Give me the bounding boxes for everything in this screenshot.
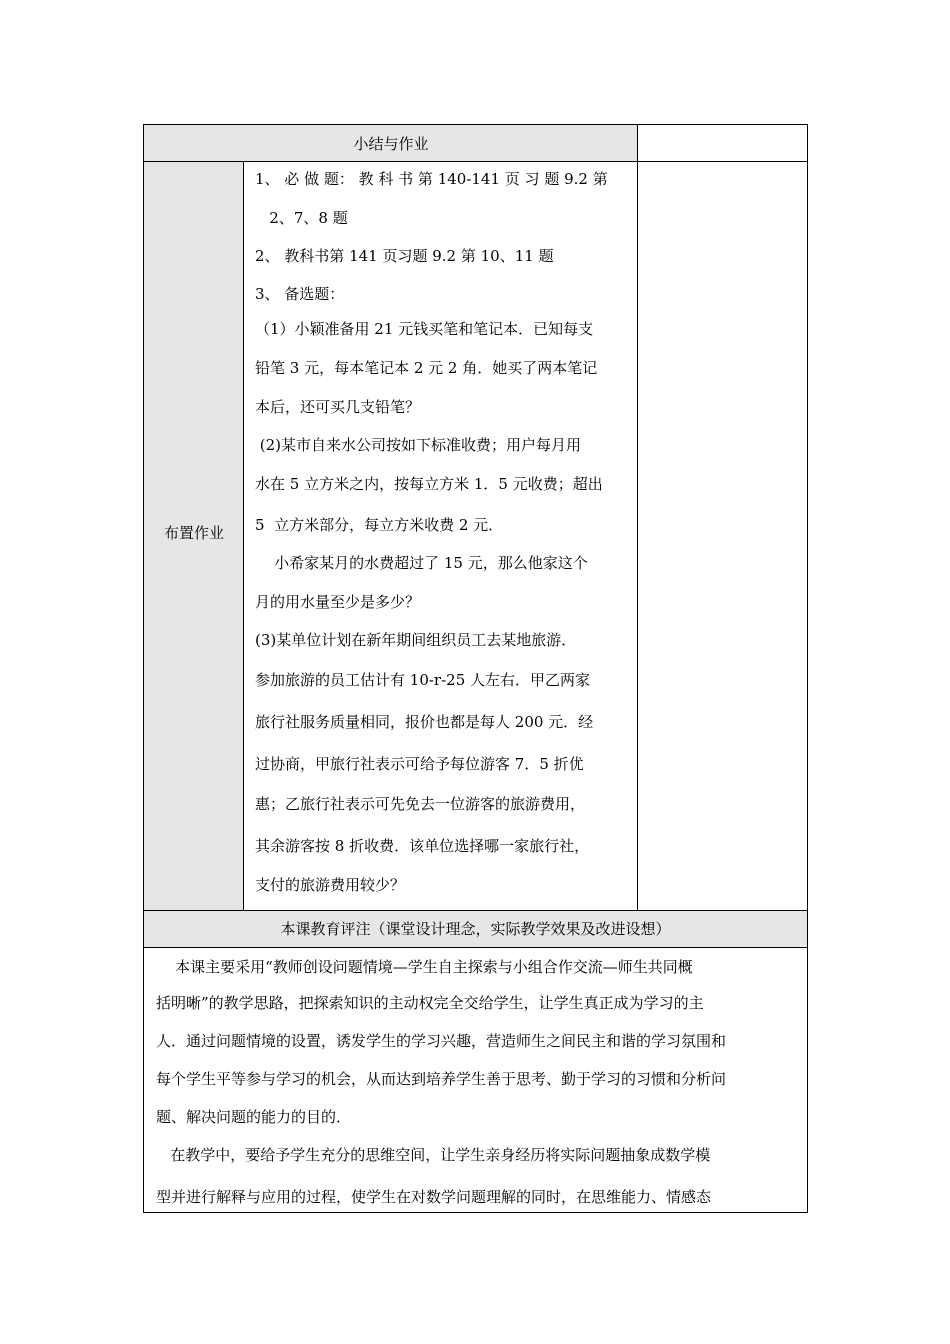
evaluation-line: 人．通过问题情境的设置，诱发学生的学习兴趣，营造师生之间民主和谐的学习氛围和 xyxy=(156,1032,727,1050)
evaluation-line: 在教学中，要给予学生充分的思维空间，让学生亲身经历将实际问题抽象成数学模 xyxy=(156,1146,711,1164)
evaluation-header: 本课教育评注（课堂设计理念，实际教学效果及改进设想） xyxy=(280,920,671,938)
evaluation-line: 每个学生平等参与学习的机会，从而达到培养学生善于思考、勤于学习的习惯和分析问 xyxy=(156,1070,727,1088)
table-border-col-label xyxy=(243,161,244,911)
homework-line: 3、 备选题： xyxy=(255,285,345,303)
summary-header: 小结与作业 xyxy=(353,135,429,153)
homework-line: 支付的旅游费用较少？ xyxy=(255,876,406,894)
homework-line: 1、 必 做 题： 教 科 书 第 140-141 页 习 题 9.2 第 xyxy=(255,170,608,188)
homework-label: 布置作业 xyxy=(163,524,224,542)
table-border-left xyxy=(143,124,144,1213)
homework-line: 2、 教科书第 141 页习题 9.2 第 10、11 题 xyxy=(255,247,554,265)
table-border-right xyxy=(807,124,808,1213)
homework-line: 旅行社服务质量相同，报价也都是每人 200 元．经 xyxy=(255,713,594,731)
homework-line: 惠；乙旅行社表示可先免去一位游客的旅游费用， xyxy=(255,795,586,813)
homework-line: 2、7、8 题 xyxy=(255,209,348,227)
table-border-top xyxy=(143,124,808,125)
homework-line: 月的用水量至少是多少？ xyxy=(255,593,421,611)
homework-line: 过协商，甲旅行社表示可给予每位游客 7．5 折优 xyxy=(255,755,584,773)
table-border-bottom xyxy=(143,1212,808,1213)
table-border-col-content xyxy=(637,124,638,911)
evaluation-line: 型并进行解释与应用的过程，使学生在对数学问题理解的同时，在思维能力、情感态 xyxy=(156,1188,712,1206)
homework-line: 5 立方米部分，每立方米收费 2 元． xyxy=(255,516,504,534)
homework-line: 其余游客按 8 折收费．该单位选择哪一家旅行社， xyxy=(255,837,590,855)
homework-line: （1）小颖准备用 21 元钱买笔和笔记本．已知每支 xyxy=(255,320,594,338)
table-border-row3 xyxy=(143,947,808,948)
homework-line: (3)某单位计划在新年期间组织员工去某地旅游． xyxy=(255,631,577,649)
homework-line: 小希家某月的水费超过了 15 元，那么他家这个 xyxy=(255,554,588,572)
homework-line: 水在 5 立方米之内，按每立方米 1．5 元收费；超出 xyxy=(255,475,603,493)
evaluation-line: 括明晰”的教学思路，把探索知识的主动权完全交给学生，让学生真正成为学习的主 xyxy=(156,994,704,1012)
evaluation-line: 题、解决问题的能力的目的． xyxy=(156,1108,352,1126)
homework-line: (2)某市自来水公司按如下标准收费；用户每月用 xyxy=(255,436,582,454)
homework-line: 本后，还可买几支铅笔？ xyxy=(255,398,421,416)
homework-line: 参加旅游的员工估计有 10-r-25 人左右．甲乙两家 xyxy=(255,671,591,689)
homework-line: 铅笔 3 元，每本笔记本 2 元 2 角．她买了两本笔记 xyxy=(255,359,598,377)
evaluation-line: 本课主要采用“教师创设问题情境—学生自主探索与小组合作交流—师生共同概 xyxy=(156,958,693,976)
